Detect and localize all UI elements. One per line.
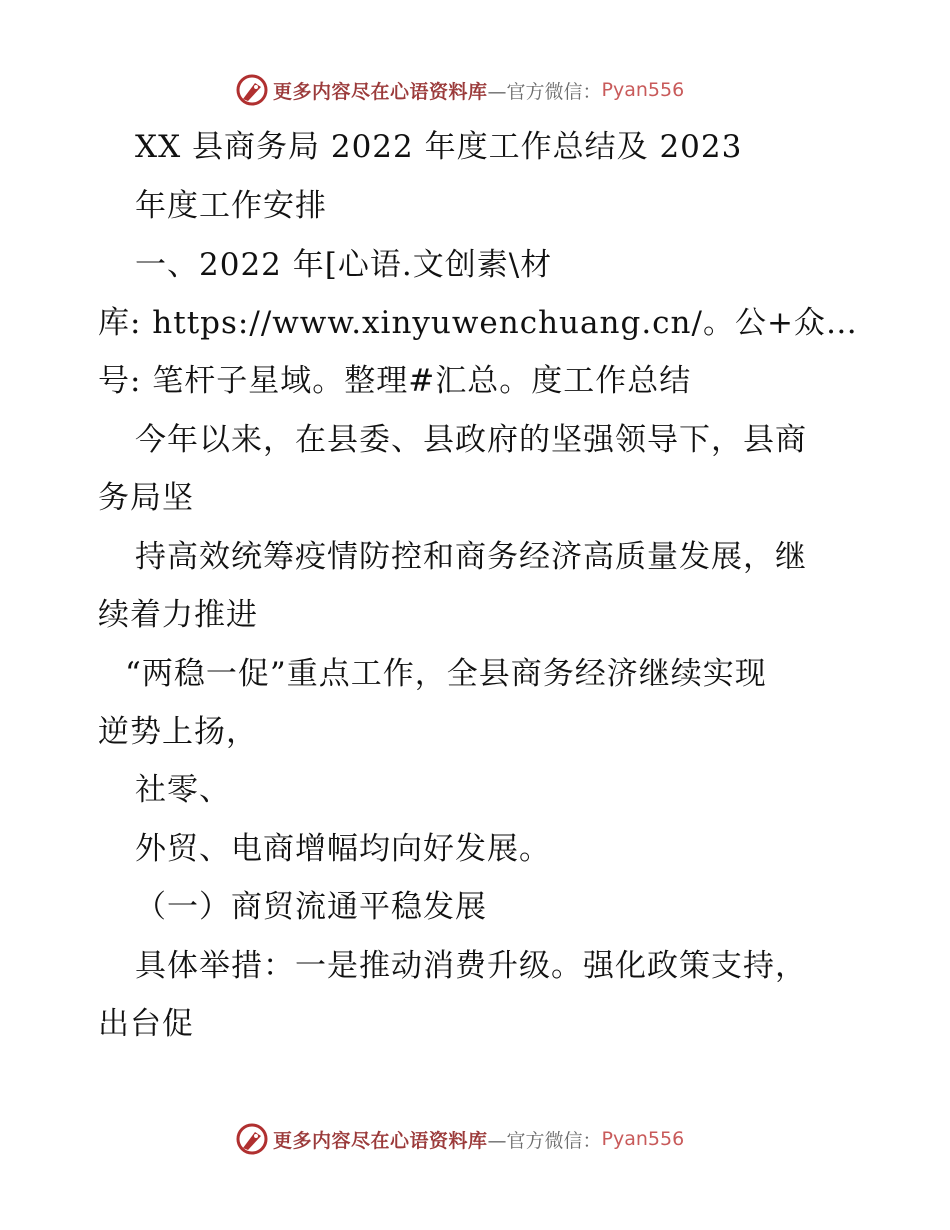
- pen-nib-logo-icon: [235, 1122, 269, 1156]
- paragraph-line: 外贸、电商增幅均向好发展。: [135, 831, 551, 867]
- subsection-heading: （一）商贸流通平稳发展: [135, 889, 487, 925]
- paragraph-line: 续着力推进: [98, 597, 258, 633]
- header-watermark: [235, 73, 755, 107]
- paragraph-line: 出台促: [98, 1006, 194, 1042]
- watermark-brand-text: 更多内容尽在心语资料库: [273, 80, 488, 103]
- paragraph-line: “两稳一促”重点工作，全县商务经济继续实现: [125, 656, 767, 692]
- paragraph-line: 具体举措：一是推动消费升级。强化政策支持，: [135, 948, 807, 984]
- pen-nib-logo-icon: [235, 73, 269, 107]
- section-heading-line-2: 库: https://www.xinyuwenchuang.cn/。公+众…: [98, 305, 858, 341]
- title-line-1: XX 县商务局 2022 年度工作总结及 2023: [135, 129, 743, 165]
- paragraph-line: 务局坚: [98, 480, 194, 516]
- paragraph-line: 社零、: [135, 772, 231, 808]
- watermark-separator: —官方微信：: [487, 80, 602, 103]
- footer-watermark: [235, 1122, 755, 1156]
- paragraph-line: 逆势上扬，: [98, 714, 258, 750]
- watermark-brand-text: 更多内容尽在心语资料库: [273, 1129, 488, 1152]
- watermark-wechat-handle: Pyan556: [601, 79, 685, 101]
- watermark-wechat-handle: Pyan556: [601, 1128, 685, 1150]
- watermark-separator: —官方微信：: [487, 1129, 602, 1152]
- paragraph-line: 持高效统筹疫情防控和商务经济高质量发展，继: [135, 539, 807, 575]
- section-heading-line-3: 号: 笔杆子星域。整理#汇总。度工作总结: [98, 363, 692, 399]
- section-heading-line-1: 一、2022 年[心语.文创素\材: [135, 247, 553, 283]
- title-line-2: 年度工作安排: [135, 188, 327, 224]
- paragraph-line: 今年以来，在县委、县政府的坚强领导下，县商: [135, 422, 807, 458]
